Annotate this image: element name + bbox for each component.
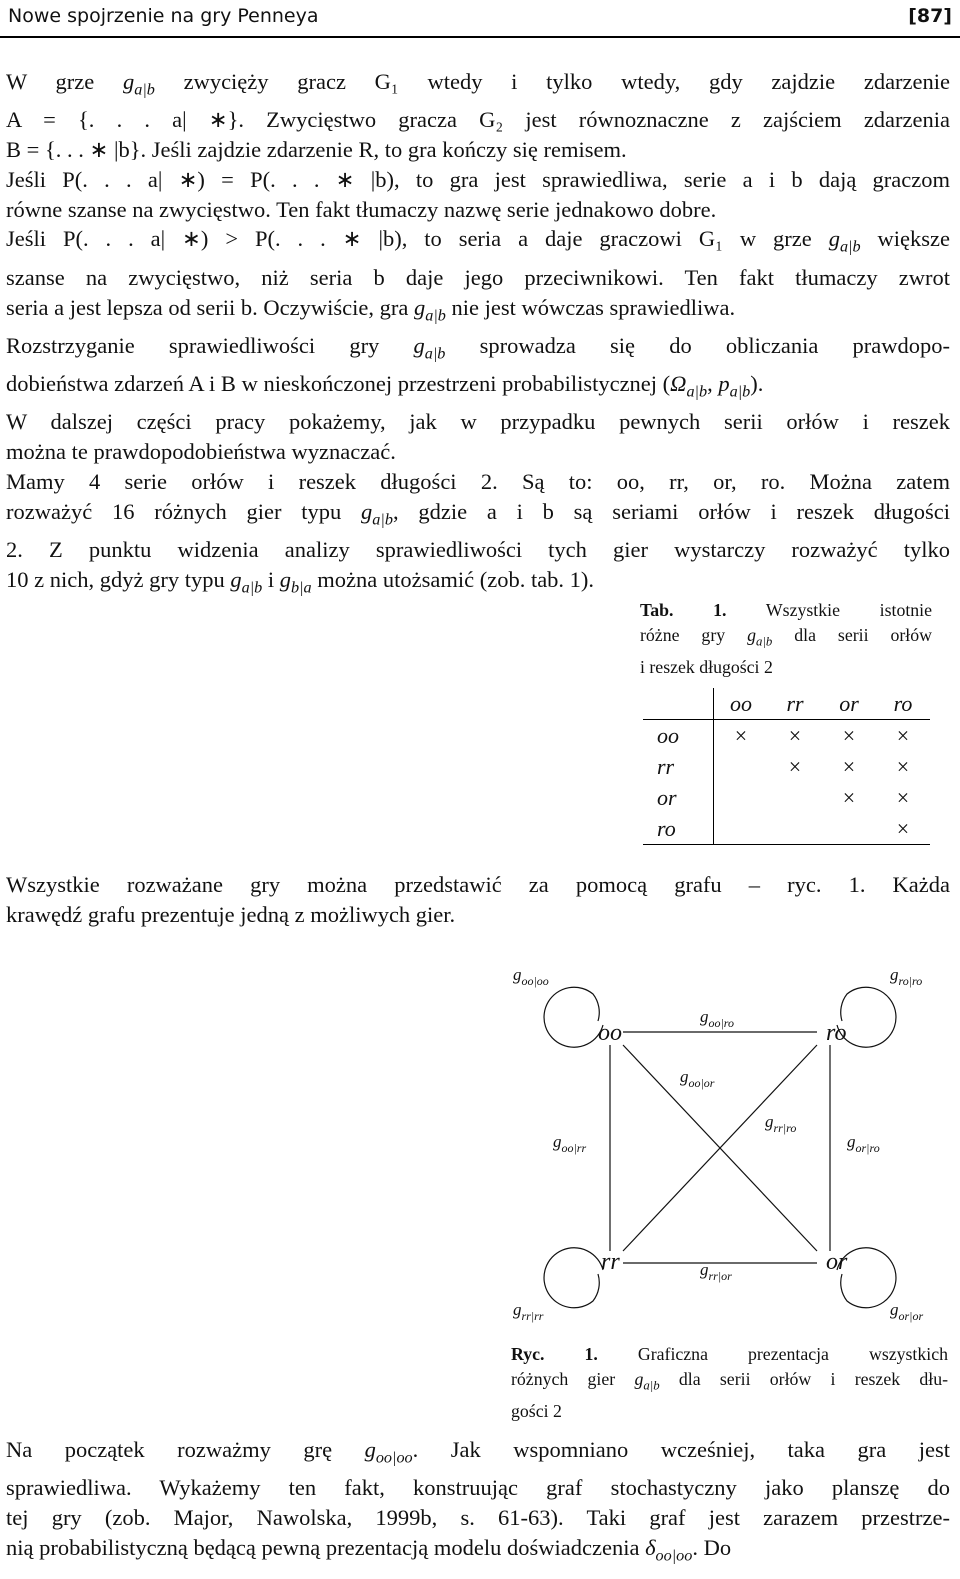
caption-line: różne gry $g_{a|b}$ dla serii orłów xyxy=(640,625,932,649)
text-line: Na początek rozważmy grę $g_{oo|oo}$. Jak wspomniano wcześniej, taka gra jest xyxy=(6,1437,950,1467)
table-caption xyxy=(640,598,932,680)
node-or: or xyxy=(826,1249,848,1275)
text-line: dobieństwa zdarzeń A i B w nieskończonej przestrzeni probabilistycznej ($\Omega_{a|b}$, $p_{a|b}$). xyxy=(6,371,764,401)
loop-oo xyxy=(544,987,603,1047)
text-line: Mamy 4 serie orłów i reszek długości 2. Są to: oo, rr, or, ro. Można zatem xyxy=(6,469,950,495)
text-line: Jeśli P(. . . a| ∗) > P(. . . ∗ |b), to seria a daje graczowi G₁ w grze $g_{a|b}$ większe xyxy=(6,226,950,256)
table-cell: × xyxy=(788,722,802,748)
column-header: rr xyxy=(768,688,822,720)
row-header: rr xyxy=(643,751,714,782)
text-line: A = {. . . a| ∗}. Zwycięstwo gracza G₂ jest równoznaczne z zajściem zdarzenia xyxy=(6,107,950,133)
edge-label: $g_{or|ro}$ xyxy=(847,1132,880,1155)
text-line: 2. Z punktu widzenia analizy sprawiedliwości tych gier wystarczy rozważyć tylko xyxy=(6,537,950,563)
paragraph-graph-intro xyxy=(6,870,950,930)
header-rule xyxy=(0,36,960,38)
figure-caption xyxy=(511,1342,948,1424)
table-cell: × xyxy=(842,722,856,748)
text-line: Rozstrzyganie sprawiedliwości gry $g_{a|b}$ sprowadza się do obliczania prawdopo- xyxy=(6,332,951,363)
column-header: oo xyxy=(714,688,769,720)
table-row xyxy=(643,782,930,813)
text-line: nią probabilistyczną będącą pewną prezentacją modelu doświadczenia $\delta_{oo|oo}$. Do xyxy=(6,1534,732,1565)
edge-label: $g_{rr|rr}$ xyxy=(513,1300,544,1323)
paragraph-fairness xyxy=(6,67,950,603)
edge-label: $g_{oo|ro}$ xyxy=(700,1007,735,1030)
text-line: B = {. . . ∗ |b}. Jeśli zajdzie zdarzenie R, to gra kończy się remisem. xyxy=(6,137,627,163)
edge-label: $g_{oo|or}$ xyxy=(680,1067,715,1090)
loop-rr xyxy=(544,1248,603,1308)
text-line: Jeśli P(. . . a| ∗) = P(. . . ∗ |b), to gra jest sprawiedliwa, serie a i b dają graczom xyxy=(6,166,950,192)
table-cell: × xyxy=(788,753,802,779)
table-row xyxy=(643,720,930,752)
caption-label: Tab. 1. xyxy=(640,600,727,620)
caption-line: i reszek długości 2 xyxy=(640,656,773,677)
row-header: oo xyxy=(643,720,714,752)
table-cell: × xyxy=(896,722,910,748)
table-cell: × xyxy=(842,753,856,779)
table-cell xyxy=(768,813,822,845)
table-cell: × xyxy=(896,753,910,779)
table-cell: × xyxy=(876,813,930,845)
text-line: równe szanse na zwycięstwo. Ten fakt tłumaczy nazwę serie jednakowo dobre. xyxy=(6,196,717,222)
caption-line: Ryc. 1. Graficzna prezentacja wszystkich xyxy=(511,1344,948,1364)
table-cell xyxy=(714,813,769,845)
text-line: rozważyć 16 różnych gier typu $g_{a|b}$, gdzie a i b są seriami orłów i reszek długości xyxy=(6,498,950,529)
edge-label: $g_{rr|ro}$ xyxy=(765,1112,797,1135)
edge-label: $g_{rr|or}$ xyxy=(700,1260,732,1283)
edge-label: $g_{oo|rr}$ xyxy=(553,1132,587,1155)
column-header: ro xyxy=(876,688,930,720)
table-cell xyxy=(822,813,876,845)
text-line: szanse na zwycięstwo, niż seria b daje jego przeciwnikowi. Ten fakt tłumaczy zwrot xyxy=(6,264,950,290)
row-header: or xyxy=(643,782,714,813)
games-graph xyxy=(495,955,955,1323)
text-line: 10 z nich, gdyż gry typu $g_{a|b}$ i $g_{b|a}$ można utożsamić (zob. tab. 1). xyxy=(6,566,595,597)
node-rr: rr xyxy=(601,1249,620,1275)
paragraph-game-oo-oo xyxy=(6,1435,950,1571)
table-corner xyxy=(643,688,714,720)
caption-line: gości 2 xyxy=(511,1400,562,1421)
caption-label: Ryc. 1. xyxy=(511,1344,598,1364)
row-header: ro xyxy=(643,813,714,845)
table-cell: × xyxy=(896,784,910,810)
table-cell xyxy=(768,782,822,813)
column-header: or xyxy=(822,688,876,720)
caption-line: Tab. 1. Wszystkie istotnie xyxy=(640,600,933,620)
text-line: można te prawdopodobieństwa wyznaczać. xyxy=(6,439,396,465)
header-title: Nowe spojrzenie na gry Penneya xyxy=(8,5,319,27)
table-cell: × xyxy=(734,722,748,748)
text-line: tej gry (zob. Major, Nawolska, 1999b, s. 61-63). Taki graf jest zarazem przestrze- xyxy=(6,1505,950,1531)
caption-line: różnych gier $g_{a|b}$ dla serii orłów i reszek dłu- xyxy=(511,1369,949,1393)
text-line: W grze $g_{a|b}$ zwycięży gracz G₁ wtedy i tylko wtedy, gdy zajdzie zdarzenie xyxy=(6,69,951,99)
text-line: krawędź grafu prezentuje jedną z możliwych gier. xyxy=(6,901,456,927)
page-number: [87] xyxy=(908,5,952,27)
text-line: seria a jest lepsza od serii b. Oczywiście, gra $g_{a|b}$ nie jest wówczas sprawiedliwa. xyxy=(6,294,736,325)
edge-label: $g_{or|or}$ xyxy=(890,1300,924,1323)
text-line: sprawiedliwa. Wykażemy ten fakt, konstruując graf stochastyczny jako planszę do xyxy=(6,1475,950,1501)
running-header xyxy=(0,0,960,34)
text-line: Wszystkie rozważane gry można przedstawić za pomocą grafu – ryc. 1. Każda xyxy=(6,872,950,897)
edge-label: $g_{ro|ro}$ xyxy=(890,965,923,988)
text-line: W dalszej części pracy pokażemy, jak w przypadku pewnych serii orłów i reszek xyxy=(6,409,950,435)
node-oo: oo xyxy=(598,1020,622,1046)
table-cell xyxy=(714,782,769,813)
table-row xyxy=(643,813,930,845)
table-cell xyxy=(714,751,769,782)
games-table xyxy=(643,688,930,845)
edge-label: $g_{oo|oo}$ xyxy=(513,965,549,988)
table-cell: × xyxy=(842,784,856,810)
table-row xyxy=(643,751,930,782)
node-ro: ro xyxy=(826,1020,847,1046)
